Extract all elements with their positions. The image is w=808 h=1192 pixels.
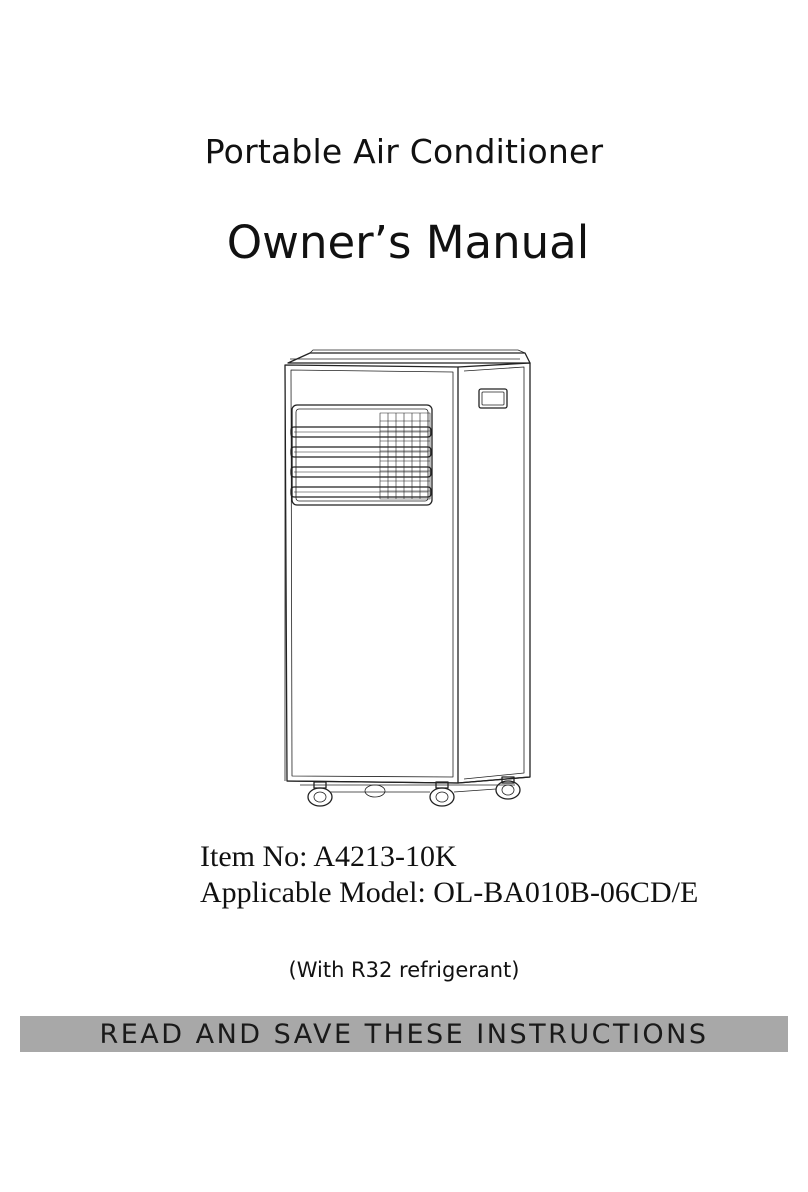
instructions-banner — [20, 1016, 788, 1052]
item-number: Item No: A4213-10K — [200, 840, 457, 873]
portable-air-conditioner-icon — [270, 345, 540, 810]
instructions-banner-text: READ AND SAVE THESE INSTRUCTIONS — [99, 1019, 709, 1050]
applicable-model: Applicable Model: OL-BA010B-06CD/E — [200, 876, 699, 909]
document-title: Owner’s Manual — [226, 216, 590, 269]
refrigerant-note: (With R32 refrigerant) — [288, 958, 520, 982]
document-subtitle: Portable Air Conditioner — [204, 132, 604, 171]
